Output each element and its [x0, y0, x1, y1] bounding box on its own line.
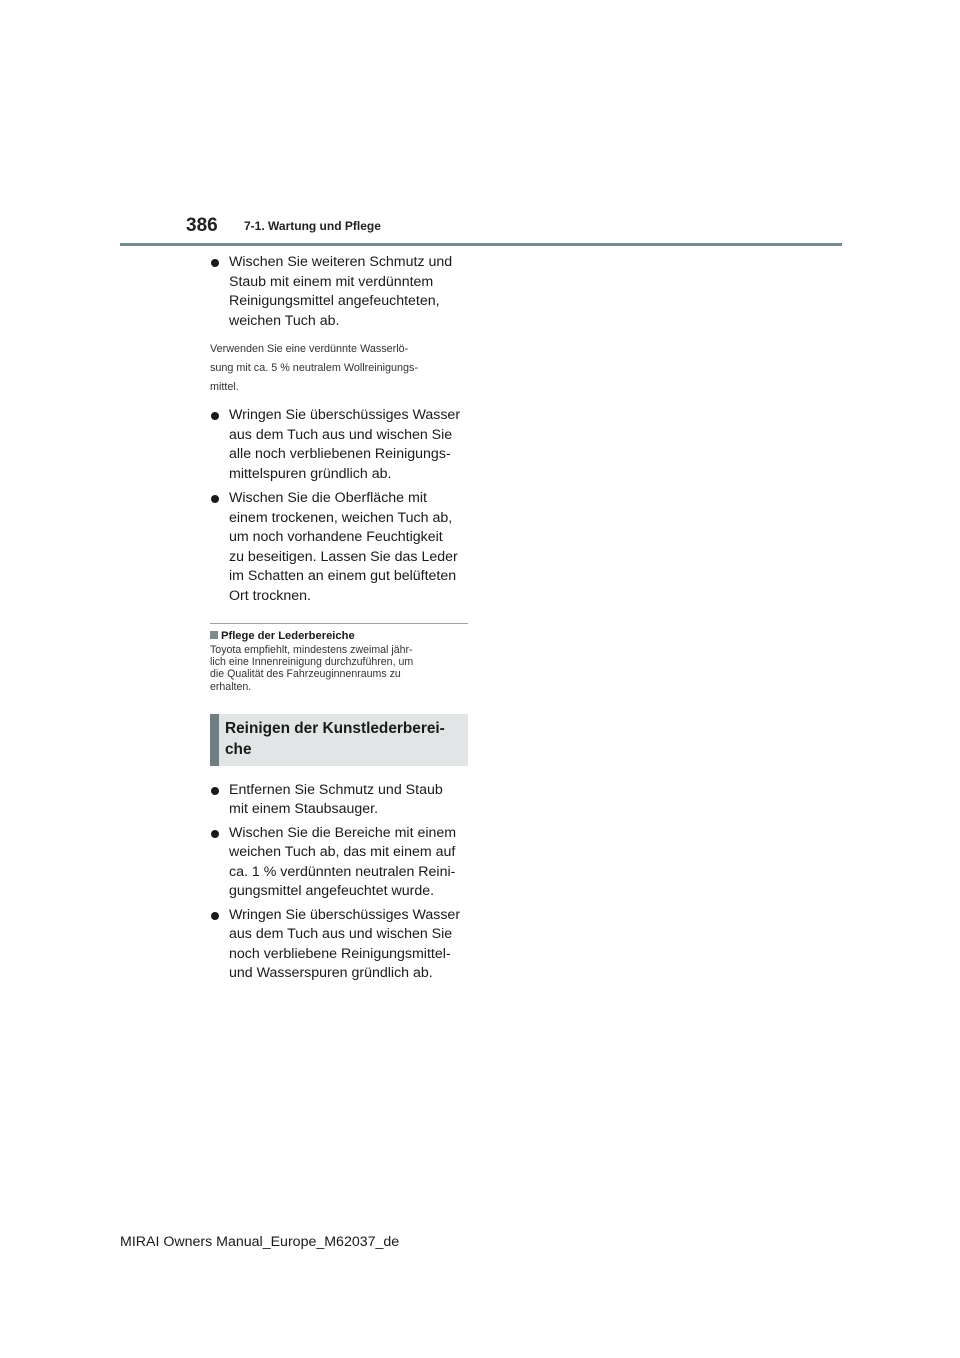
bullet-line: im Schatten an einem gut belüfteten [229, 568, 457, 584]
section-heading-box [210, 714, 468, 766]
bullet-line: Wischen Sie die Oberfläche mit [229, 490, 427, 506]
bullet-line: und Wasserspuren gründlich ab. [229, 965, 433, 982]
subsection-line: die Qualität des Fahrzeuginnenraums zu [210, 668, 401, 681]
section-heading [225, 718, 464, 761]
bullet-item [210, 489, 472, 606]
bullet-line: Wringen Sie überschüssiges Wasser [229, 906, 461, 923]
note-text [210, 340, 472, 397]
note-line: sung mit ca. 5 % neutralem Wollreinigungs- [210, 362, 419, 374]
bullet-line: noch verbliebene Reinigungsmittel- [229, 945, 451, 962]
bullet-item [210, 781, 472, 820]
bullet-line: Ort trocknen. [229, 587, 312, 604]
bullet-line: gungsmittel angefeuchtet wurde. [229, 883, 435, 900]
subsection-heading [210, 629, 472, 643]
bullet-line: alle noch verbliebenen Reinigungs- [229, 446, 451, 462]
subsection-heading-text: Pflege der Lederbereiche [221, 630, 355, 642]
bullet-line: weichen Tuch ab. [229, 312, 340, 329]
section-heading-line: che [225, 741, 252, 759]
section-heading-line: Reinigen der Kunstlederberei- [225, 719, 445, 737]
bullet-line: Reinigungsmittel angefeuchteten, [229, 293, 440, 309]
bullet-item [210, 406, 472, 484]
bullet-line: Wischen Sie die Bereiche mit einem [229, 824, 457, 841]
bullet-dot-icon [211, 830, 219, 838]
bullet-line: aus dem Tuch aus und wischen Sie [229, 426, 453, 443]
bullet-line: um noch vorhandene Feuchtigkeit [229, 529, 443, 545]
subsection-text [210, 644, 472, 693]
footer-text: MIRAI Owners Manual_Europe_M62037_de [120, 1234, 400, 1250]
note-line: mittel. [210, 381, 239, 393]
bullet-line: ca. 1 % verdünnten neutralen Reini- [229, 863, 456, 880]
subsection-line: Toyota empfiehlt, mindestens zweimal jähr- [210, 644, 413, 656]
subsection-line: lich eine Innenreinigung durchzuführen, um [210, 656, 414, 669]
bullet-line: weichen Tuch ab, das mit einem auf [229, 844, 456, 861]
main-column [210, 253, 472, 984]
bullet-line: aus dem Tuch aus und wischen Sie [229, 926, 453, 943]
bullet-dot-icon [211, 259, 219, 267]
heading-accent-bar [210, 714, 219, 766]
bullet-line: Entfernen Sie Schmutz und Staub [229, 781, 443, 798]
bullet-line: mit einem Staubsauger. [229, 801, 379, 818]
note-line: Verwenden Sie eine verdünnte Wasserlö- [210, 343, 409, 355]
bullet-item [210, 906, 472, 984]
bullet-line: mittelspuren gründlich ab. [229, 465, 392, 482]
section-title: 7-1. Wartung und Pflege [244, 219, 381, 233]
bullet-line: Staub mit einem mit verdünntem [229, 273, 434, 290]
subsection-line: erhalten. [210, 680, 252, 693]
bullet-dot-icon [211, 495, 219, 503]
subsection-rule [210, 623, 468, 624]
bullet-line: Wringen Sie überschüssiges Wasser [229, 407, 461, 423]
bullet-item [210, 824, 472, 902]
page-number: 386 [186, 215, 218, 236]
square-bullet-icon [210, 631, 218, 639]
header-rule [120, 243, 842, 246]
bullet-dot-icon [211, 412, 219, 420]
bullet-item [210, 253, 472, 331]
bullet-line: einem trockenen, weichen Tuch ab, [229, 509, 453, 526]
bullet-dot-icon [211, 912, 219, 920]
bullet-line: Wischen Sie weiteren Schmutz und [229, 254, 453, 270]
bullet-line: zu beseitigen. Lassen Sie das Leder [229, 548, 458, 565]
bullet-dot-icon [211, 787, 219, 795]
